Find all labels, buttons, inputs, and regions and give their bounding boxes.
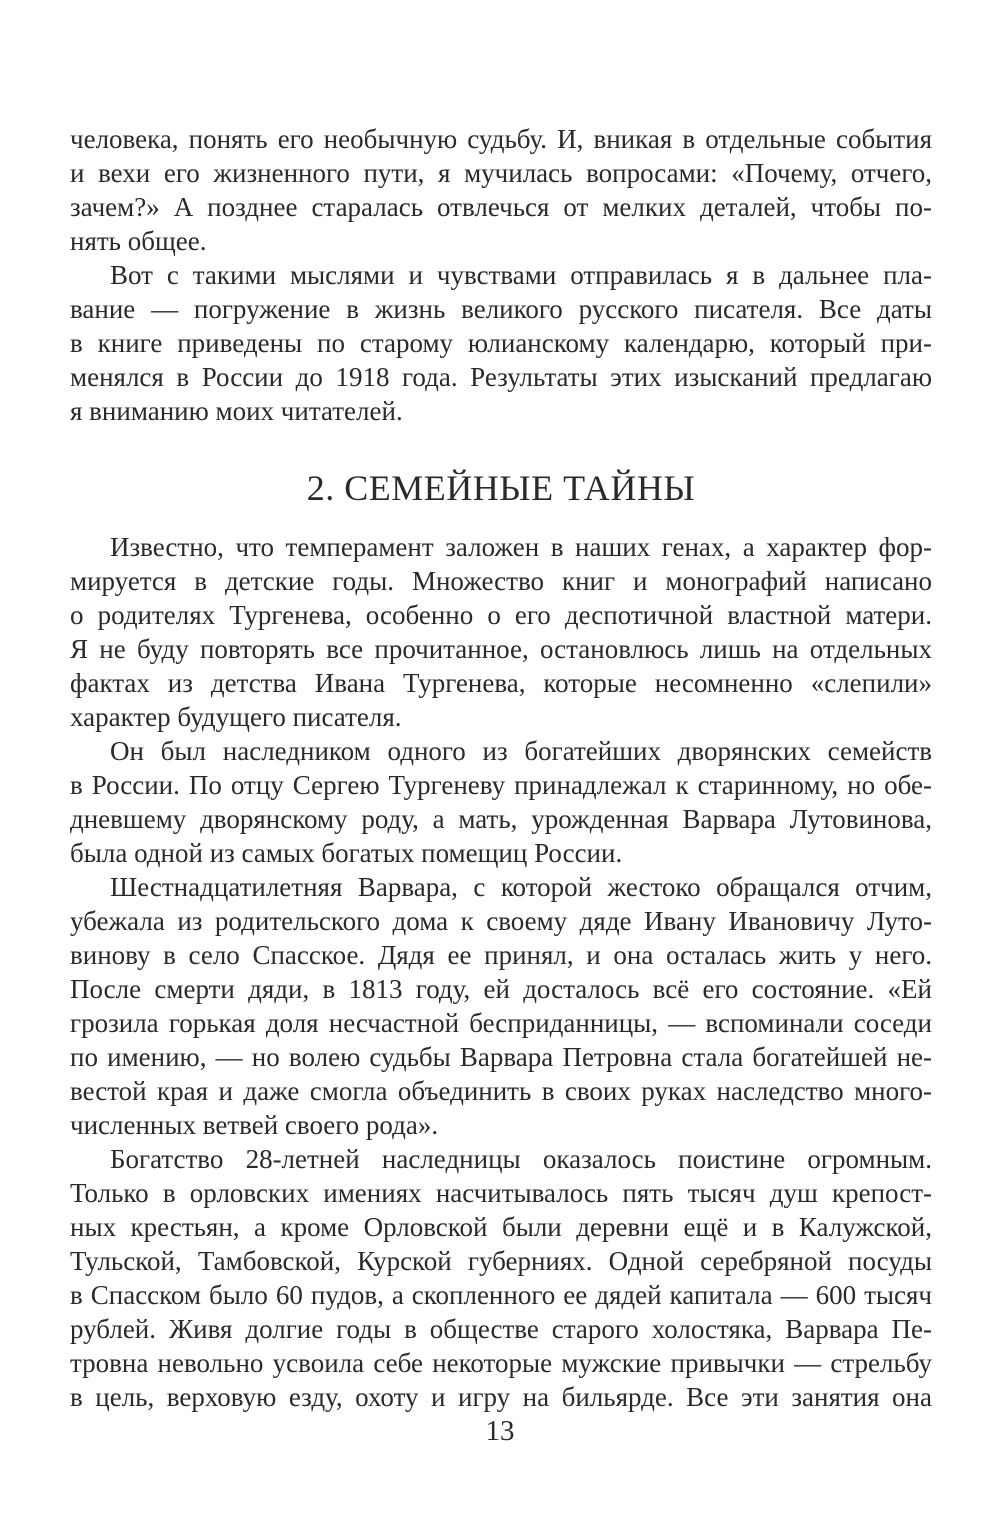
text-line: Он был наследником одного из богатейших дворянских семейств bbox=[110, 736, 932, 766]
text-line: грозила горькая доля несчастной бесприданницы, — вспоминали соседи bbox=[70, 1008, 932, 1038]
text-line: Шестнадцатилетняя Варвара, с которой жестоко обращался отчим, bbox=[110, 872, 932, 902]
text-line: и вехи его жизненного пути, я мучилась вопросами: «Почему, отчего, bbox=[70, 158, 932, 188]
text-line: Тульской, Тамбовской, Курской губерниях. Одной серебряной посуды bbox=[70, 1246, 932, 1276]
text-line: мируется в детские годы. Множество книг и монографий написано bbox=[70, 566, 932, 596]
text-line: Я не буду повторять все прочитанное, остановлюсь лишь на отдельных bbox=[70, 634, 932, 664]
text-line: Только в орловских имениях насчитывалось пять тысяч душ крепост- bbox=[70, 1178, 932, 1208]
text-line: о родителях Тургенева, особенно о его деспотичной властной матери. bbox=[70, 600, 932, 630]
text-line: рублей. Живя долгие годы в обществе старого холостяка, Варвара Пе- bbox=[70, 1314, 932, 1344]
text-line: нять общее. bbox=[70, 226, 207, 256]
text-line: Вот с такими мыслями и чувствами отправилась я в дальнее пла- bbox=[110, 260, 932, 290]
text-line: зачем?» А позднее старалась отвлечься от мелких деталей, чтобы по- bbox=[70, 192, 932, 222]
text-line: менялся в России до 1918 года. Результаты этих изысканий предлагаю bbox=[70, 362, 932, 392]
text-line: человека, понять его необычную судьбу. И, вникая в отдельные события bbox=[70, 124, 932, 154]
text-line: численных ветвей своего рода». bbox=[70, 1110, 439, 1140]
text-line: вание — погружение в жизнь великого русского писателя. Все даты bbox=[70, 294, 932, 324]
page-number: 13 bbox=[485, 1415, 515, 1447]
intro-text bbox=[70, 122, 932, 428]
text-line: Богатство 28-летней наследницы оказалось поистине огромным. bbox=[110, 1144, 932, 1174]
chapter-body-text bbox=[70, 530, 932, 1414]
text-line: я вниманию моих читателей. bbox=[70, 396, 403, 426]
text-line: винову в село Спасское. Дядя ее принял, и она осталась жить у него. bbox=[70, 940, 932, 970]
text-line: в Спасском было 60 пудов, а скопленного ее дядей капитала — 600 тысяч bbox=[70, 1280, 932, 1310]
text-line: по имению, — но волею судьбы Варвара Петровна стала богатейшей не- bbox=[70, 1042, 932, 1072]
text-line: в цель, верховую езду, охоту и игру на бильярде. Все эти занятия она bbox=[70, 1382, 932, 1412]
text-line: тровна невольно усвоила себе некоторые мужские привычки — стрельбу bbox=[70, 1348, 932, 1378]
section-title: 2. СЕМЕЙНЫЕ ТАЙНЫ bbox=[306, 468, 696, 508]
text-line: Известно, что темперамент заложен в наших генах, а характер фор- bbox=[110, 532, 932, 562]
text-line: характер будущего писателя. bbox=[70, 702, 402, 732]
text-line: в России. По отцу Сергею Тургеневу принадлежал к старинному, но обе- bbox=[70, 770, 932, 800]
text-line: дневшему дворянскому роду, а мать, урожденная Варвара Лутовинова, bbox=[70, 804, 932, 834]
text-line: убежала из родительского дома к своему дяде Ивану Ивановичу Луто- bbox=[70, 906, 932, 936]
text-line: в книге приведены по старому юлианскому календарю, который при- bbox=[70, 328, 932, 358]
text-line: После смерти дяди, в 1813 году, ей досталось всё его состояние. «Ей bbox=[70, 974, 932, 1004]
text-line: была одной из самых богатых помещиц России. bbox=[70, 838, 623, 868]
text-line: фактах из детства Ивана Тургенева, которые несомненно «слепили» bbox=[70, 668, 932, 698]
text-line: ных крестьян, а кроме Орловской были деревни ещё и в Калужской, bbox=[70, 1212, 932, 1242]
text-line: вестой края и даже смогла объединить в своих руках наследство много- bbox=[70, 1076, 932, 1106]
